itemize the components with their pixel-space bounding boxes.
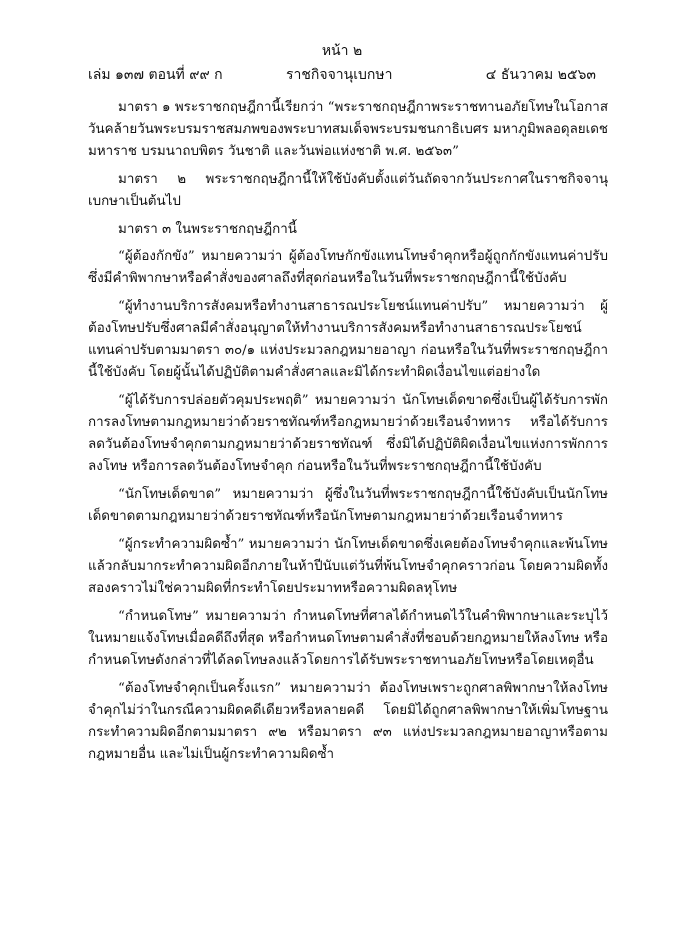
publication-date: ๔ ธันวาคม ๒๕๖๓ — [485, 67, 596, 83]
definition-sentence: “กำหนดโทษ” หมายความว่า กำหนดโทษที่ศาลได้กำหนดไว้ในคำพิพากษาและระบุไว้ในหมายแจ้งโทษเมื่อคดีถึงที่สุด หรือกำหนดโทษตามคำสั่งที่ชอบด้วยกฎหมายให้ลงโทษ หรือกำหนดโทษดังกล่าวที่ได้ลดโทษลงแล้วโดยการได้รับพระราชทานอภัยโทษหรือโดยเหตุอื่น — [88, 609, 608, 668]
definition-community-service: “ผู้ทำงานบริการสังคมหรือทำงานสาธารณประโยชน์แทนค่าปรับ” หมายความว่า ผู้ต้องโทษปรับซึ่งศาลมีคำสั่งอนุญาตให้ทำงานบริการสังคมหรือทำงานสาธารณประโยชน์แทนค่าปรับตามมาตรา ๓๐/๑ แห่งประมวลกฎหมายอาญา ก่อนหรือในวันที่พระราชกฤษฎีกานี้ใช้บังคับ โดยผู้นั้นได้ปฏิบัติตามคำสั่งศาลและมิได้กระทำผิดเงื่อนไขแต่อย่างใด — [88, 299, 608, 380]
volume-issue: เล่ม ๑๓๗ ตอนที่ ๙๙ ก — [88, 67, 223, 83]
document-body — [88, 97, 608, 772]
definition-repeat-offender: “ผู้กระทำความผิดซ้ำ” หมายความว่า นักโทษเด็ดขาดซึ่งเคยต้องโทษจำคุกและพ้นโทษแล้วกลับมากระทำความผิดอีกภายในห้าปีนับแต่วันที่พ้นโทษจำคุกคราวก่อน โดยความผิดทั้งสองคราวไม่ใช่ความผิดที่กระทำโดยประมาทหรือความผิดลหุโทษ — [88, 537, 608, 596]
definition-first-imprisonment: “ต้องโทษจำคุกเป็นครั้งแรก” หมายความว่า ต้องโทษเพราะถูกศาลพิพากษาให้ลงโทษจำคุกไม่ว่าในกรณีความผิดคดีเดียวหรือหลายคดี โดยมิได้ถูกศาลพิพากษาให้เพิ่มโทษฐานกระทำความผิดอีกตามมาตรา ๙๒ หรือมาตรา ๙๓ แห่งประมวลกฎหมายอาญาหรือตามกฎหมายอื่น และไม่เป็นผู้กระทำความผิดซ้ำ — [88, 681, 608, 762]
gazette-name: ราชกิจจานุเบกษา — [286, 67, 393, 83]
page-number: หน้า ๒ — [321, 43, 363, 59]
section-1: มาตรา ๑ พระราชกฤษฎีกานี้เรียกว่า “พระราชกฤษฎีกาพระราชทานอภัยโทษในโอกาสวันคล้ายวันพระบรมราชสมภพของพระบาทสมเด็จพระบรมชนกาธิเบศร มหาภูมิพลอดุลยเดชมหาราช บรมนาถบพิตร วันชาติ และวันพ่อแห่งชาติ พ.ศ. ๒๕๖๓” — [88, 100, 608, 159]
page-header — [0, 0, 684, 90]
section-3: มาตรา ๓ ในพระราชกฤษฎีกานี้ — [118, 222, 297, 237]
section-2: มาตรา ๒ พระราชกฤษฎีกานี้ให้ใช้บังคับตั้งแต่วันถัดจากวันประกาศในราชกิจจานุเบกษาเป็นต้นไป — [88, 172, 608, 209]
definition-detainee: “ผู้ต้องกักขัง” หมายความว่า ผู้ต้องโทษกักขังแทนโทษจำคุกหรือผู้ถูกกักขังแทนค่าปรับ ซึ่งมีคำพิพากษาหรือคำสั่งของศาลถึงที่สุดก่อนหรือในวันที่พระราชกฤษฎีกานี้ใช้บังคับ — [88, 249, 608, 286]
definition-parolee: “ผู้ได้รับการปล่อยตัวคุมประพฤติ” หมายความว่า นักโทษเด็ดขาดซึ่งเป็นผู้ได้รับการพักการลงโทษตามกฎหมายว่าด้วยราชทัณฑ์หรือกฎหมายว่าด้วยเรือนจำทหาร หรือได้รับการลดวันต้องโทษจำคุกตามกฎหมายว่าด้วยราชทัณฑ์ ซึ่งมิได้ปฏิบัติผิดเงื่อนไขแห่งการพักการลงโทษ หรือการลดวันต้องโทษจำคุก ก่อนหรือในวันที่พระราชกฤษฎีกานี้ใช้บังคับ — [88, 393, 608, 474]
definition-convict: “นักโทษเด็ดขาด” หมายความว่า ผู้ซึ่งในวันที่พระราชกฤษฎีกานี้ใช้บังคับเป็นนักโทษเด็ดขาดตามกฎหมายว่าด้วยราชทัณฑ์หรือนักโทษตามกฎหมายว่าด้วยเรือนจำทหาร — [88, 487, 608, 524]
